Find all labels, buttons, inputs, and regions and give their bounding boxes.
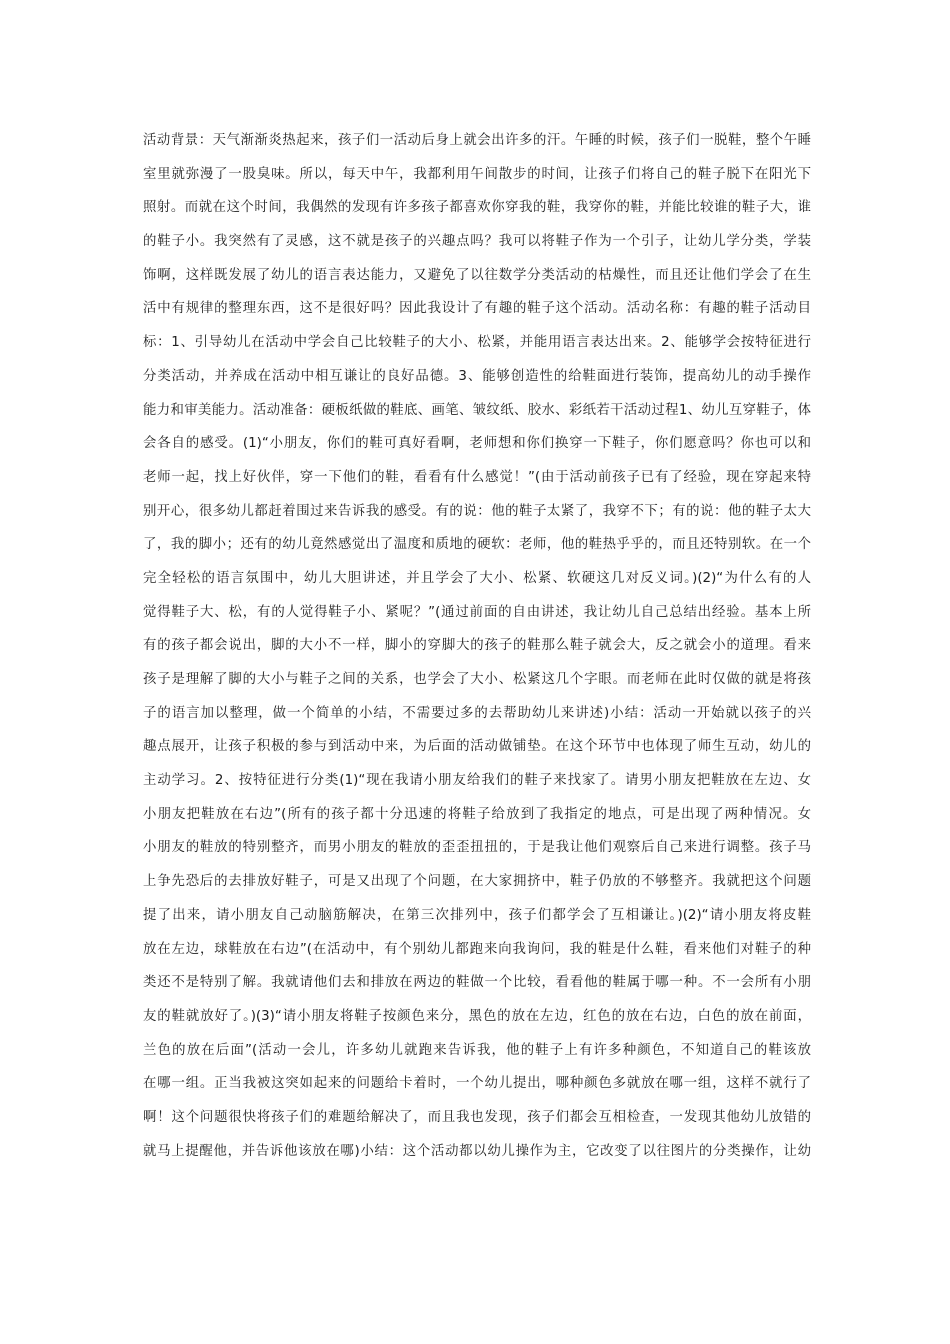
text-line: 小朋友把鞋放在右边”(所有的孩子都十分迅速的将鞋子给放到了我指定的地点，可是出现了两种情况。女 xyxy=(143,806,811,822)
text-line: 活中有规律的整理东西，这不是很好吗？因此我设计了有趣的鞋子这个活动。活动名称：有趣的鞋子活动目 xyxy=(143,301,811,317)
text-line: 上争先恐后的去排放好鞋子，可是又出现了个问题，在大家拥挤中，鞋子仍放的不够整齐。我就把这个问题 xyxy=(143,874,811,890)
text-line: 觉得鞋子大、松，有的人觉得鞋子小、紧呢？”(通过前面的自由讲述，我让幼儿自己总结出经验。基本上所 xyxy=(143,604,811,620)
text-line: 活动背景：天气渐渐炎热起来，孩子们一活动后身上就会出许多的汗。午睡的时候，孩子们一脱鞋，整个午睡 xyxy=(143,133,811,148)
text-line: 放在左边，球鞋放在右边”(在活动中，有个别幼儿都跑来向我询问，我的鞋是什么鞋，看来他们对鞋子的种 xyxy=(143,941,811,957)
text-line: 了，我的脚小；还有的幼儿竟然感觉出了温度和质地的硬软：老师，他的鞋热乎乎的，而且还特别软。在一个 xyxy=(143,537,811,553)
text-line: 类还不是特别了解。我就请他们去和排放在两边的鞋做一个比较，看看他的鞋属于哪一种。不一会所有小朋 xyxy=(143,975,811,991)
text-line: 主动学习。2、按特征进行分类(1)“现在我请小朋友给我们的鞋子来找家了。请男小朋友把鞋放在左边、女 xyxy=(143,773,811,789)
text-line: 饰啊，这样既发展了幼儿的语言表达能力，又避免了以往数学分类活动的枯燥性，而且还让他们学会了在生 xyxy=(143,267,811,283)
text-line: 照射。而就在这个时间，我偶然的发现有许多孩子都喜欢你穿我的鞋，我穿你的鞋，并能比较谁的鞋子大，谁 xyxy=(143,200,811,216)
text-line: 老师一起，找上好伙伴，穿一下他们的鞋，看看有什么感觉！”(由于活动前孩子已有了经验，现在穿起来特 xyxy=(143,469,811,485)
text-line: 有的孩子都会说出，脚的大小不一样，脚小的穿脚大的孩子的鞋那么鞋子就会大，反之就会小的道理。看来 xyxy=(143,638,811,654)
text-line: 标：1、引导幼儿在活动中学会自己比较鞋子的大小、松紧，并能用语言表达出来。2、能够学会按特征进行 xyxy=(143,335,811,351)
document-body xyxy=(143,124,811,1168)
text-line: 的鞋子小。我突然有了灵感，这不就是孩子的兴趣点吗？我可以将鞋子作为一个引子，让幼儿学分类，学装 xyxy=(143,234,811,250)
text-line: 啊！这个问题很快将孩子们的难题给解决了，而且我也发现，孩子们都会互相检查，一发现其他幼儿放错的 xyxy=(143,1109,811,1125)
text-line: 子的语言加以整理，做一个简单的小结，不需要过多的去帮助幼儿来讲述)小结：活动一开始就以孩子的兴 xyxy=(143,705,811,721)
text-line: 分类活动，并养成在活动中相互谦让的良好品德。3、能够创造性的给鞋面进行装饰，提高幼儿的动手操作 xyxy=(143,368,811,384)
text-line: 完全轻松的语言氛围中，幼儿大胆讲述，并且学会了大小、松紧、软硬这几对反义词。)(2)“为什么有的人 xyxy=(143,570,811,586)
text-line: 别开心，很多幼儿都赶着围过来告诉我的感受。有的说：他的鞋子太紧了，我穿不下；有的说：他的鞋子太大 xyxy=(143,503,811,519)
text-line: 孩子是理解了脚的大小与鞋子之间的关系，也学会了大小、松紧这几个字眼。而老师在此时仅做的就是将孩 xyxy=(143,672,811,687)
text-line: 室里就弥漫了一股臭味。所以，每天中午，我都利用午间散步的时间，让孩子们将自己的鞋子脱下在阳光下 xyxy=(143,166,811,182)
text-line: 在哪一组。正当我被这突如起来的问题给卡着时，一个幼儿提出，哪种颜色多就放在哪一组，这样不就行了 xyxy=(143,1076,811,1092)
text-line: 就马上提醒他，并告诉他该放在哪)小结：这个活动都以幼儿操作为主，它改变了以往图片的分类操作，让幼 xyxy=(143,1143,811,1159)
text-line: 趣点展开，让孩子积极的参与到活动中来，为后面的活动做铺垫。在这个环节中也体现了师生互动，幼儿的 xyxy=(143,739,811,755)
text-line: 提了出来，请小朋友自己动脑筋解决，在第三次排列中，孩子们都学会了互相谦让。)(2)“请小朋友将皮鞋 xyxy=(143,907,811,923)
text-line: 能力和审美能力。活动准备：硬板纸做的鞋底、画笔、皱纹纸、胶水、彩纸若干活动过程1、幼儿互穿鞋子，体 xyxy=(143,402,811,418)
text-line: 会各自的感受。(1)“小朋友，你们的鞋可真好看啊，老师想和你们换穿一下鞋子，你们愿意吗？你也可以和 xyxy=(143,436,811,452)
text-line: 兰色的放在后面”(活动一会儿，许多幼儿就跑来告诉我，他的鞋子上有许多种颜色，不知道自己的鞋该放 xyxy=(143,1042,811,1058)
text-line: 小朋友的鞋放的特别整齐，而男小朋友的鞋放的歪歪扭扭的，于是我让他们观察后自己来进行调整。孩子马 xyxy=(143,840,811,856)
text-line: 友的鞋就放好了。)(3)“请小朋友将鞋子按颜色来分，黑色的放在左边，红色的放在右边，白色的放在前面， xyxy=(143,1008,811,1024)
